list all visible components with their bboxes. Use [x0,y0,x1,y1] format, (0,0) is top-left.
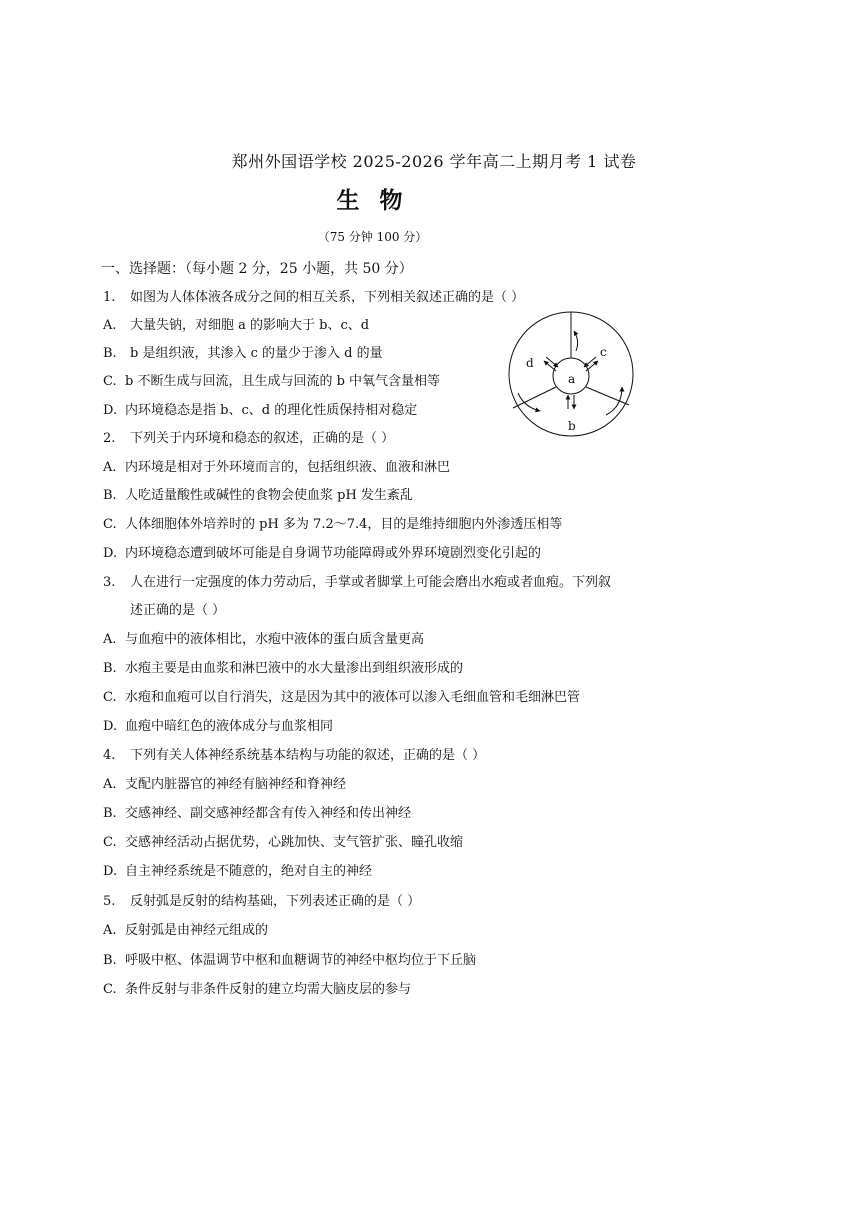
q3-option-d [103,719,333,735]
option-text: 水疱和血疱可以自行消失，这是因为其中的液体可以渗入毛细血管和毛细淋巴管 [125,690,581,705]
q5-option-b [103,953,476,969]
exam-title: 郑州外国语学校 2025-2026 学年高二上期月考 1 试卷 [231,152,637,171]
arrow-curve-top [574,331,578,351]
option-text: 反射弧是由神经元组成的 [125,923,269,938]
option-label: A. [103,318,117,333]
option-label: A. [103,632,117,647]
option-text: 交感神经活动占据优势，心跳加快、支气管扩张、瞳孔收缩 [125,835,464,850]
option-text: 内环境稳态遭到破坏可能是自身调节功能障碍或外界环境剧烈变化引起的 [125,546,542,561]
question-number: 4. [103,748,116,763]
subject-title: 生 物 [336,187,409,214]
arrow-a-to-c [586,361,598,371]
label-b: b [568,419,576,433]
q4-option-d [103,864,372,880]
option-label: A. [103,460,117,475]
option-label: A. [103,923,117,938]
question-number: 3. [103,575,116,590]
divider-left [513,387,556,408]
q1-option-d [103,403,417,419]
option-text: 内环境是相对于外环境而言的，包括组织液、血液和淋巴 [125,460,451,475]
option-text: 人吃适量酸性或碱性的食物会使血浆 pH 发生紊乱 [125,488,413,503]
arrow-curve-left [518,393,540,411]
option-text: 内环境稳态是指 b、c、d 的理化性质保持相对稳定 [125,403,418,418]
option-text: 自主神经系统是不随意的，绝对自主的神经 [125,864,373,879]
option-label: C. [103,690,117,705]
option-label: B. [103,953,117,968]
option-text: 与血疱中的液体相比，水疱中液体的蛋白质含量更高 [125,632,425,647]
body-fluid-diagram-svg [506,311,636,437]
option-label: C. [103,517,117,532]
body-fluid-diagram [506,311,636,437]
option-label: C. [103,835,117,850]
option-text: 血疱中暗红色的液体成分与血浆相同 [125,719,334,734]
question-number: 1. [103,290,116,305]
option-text: 交感神经、副交感神经都含有传入神经和传出神经 [125,806,412,821]
question-stem: 人在进行一定强度的体力劳动后，手掌或者脚掌上可能会磨出水疱或者血疱。下列叙 [130,575,612,590]
option-text: b 不断生成与回流，且生成与回流的 b 中氧气含量相等 [125,374,441,389]
option-text: 人体细胞体外培养时的 pH 多为 7.2～7.4，目的是维持细胞内外渗透压相等 [125,517,563,532]
question-number: 5. [103,894,116,909]
q2-option-c [103,517,562,533]
option-label: C. [103,374,117,389]
question-stem: 反射弧是反射的结构基础，下列表述正确的是（ ） [130,894,421,909]
section-heading: 一、选择题：（每小题 2 分，25 小题，共 50 分） [101,261,413,277]
q1-option-b [103,346,383,362]
arrow-d-to-a [546,357,558,367]
option-label: B. [103,488,117,503]
option-label: D. [103,403,118,418]
label-a: a [568,372,576,386]
q4-option-a [103,777,346,793]
option-label: B. [103,806,117,821]
question-1 [103,290,524,306]
option-label: D. [103,719,118,734]
option-label: D. [103,864,118,879]
q5-option-a [103,923,268,939]
q5-option-c [103,982,411,998]
question-stem: 下列有关人体神经系统基本结构与功能的叙述，正确的是（ ） [130,748,486,763]
q4-option-c [103,835,463,851]
option-text: 条件反射与非条件反射的建立均需大脑皮层的参与 [125,982,412,997]
option-label: C. [103,982,117,997]
question-stem: 下列关于内环境和稳态的叙述，正确的是（ ） [130,431,395,446]
question-4 [103,748,485,764]
question-3 [103,575,611,591]
divider-right [586,387,629,405]
exam-duration: （75 分钟 100 分） [317,230,428,244]
question-stem: 如图为人体体液各成分之间的相互关系，下列相关叙述正确的是（ ） [130,290,525,305]
q2-option-a [103,460,450,476]
option-text: 大量失钠，对细胞 a 的影响大于 b、c、d [130,318,370,333]
option-label: B. [103,661,117,676]
q3-option-b [103,661,463,677]
question-5 [103,894,420,910]
option-label: A. [103,777,117,792]
q1-option-a [103,318,369,334]
question-2 [103,431,394,447]
arrow-c-to-a [584,357,596,367]
option-label: B. [103,346,117,361]
option-label: D. [103,546,118,561]
option-text: b 是组织液，其渗入 c 的量少于渗入 d 的量 [130,346,383,361]
q2-option-d [103,546,541,562]
label-d: d [526,356,534,370]
q1-option-c [103,374,440,390]
q3-option-a [103,632,424,648]
option-text: 水疱主要是由血浆和淋巴液中的水大量渗出到组织液形成的 [125,661,464,676]
label-c: c [600,345,607,359]
q2-option-b [103,488,413,504]
option-text: 支配内脏器官的神经有脑神经和脊神经 [125,777,347,792]
arrow-curve-right [606,387,622,415]
arrow-a-to-d [544,361,556,371]
option-text: 呼吸中枢、体温调节中枢和血糖调节的神经中枢均位于下丘脑 [125,953,477,968]
question-number: 2. [103,431,116,446]
question-3-cont: 述正确的是（ ） [130,603,226,618]
q3-option-c [103,690,580,706]
q4-option-b [103,806,411,822]
